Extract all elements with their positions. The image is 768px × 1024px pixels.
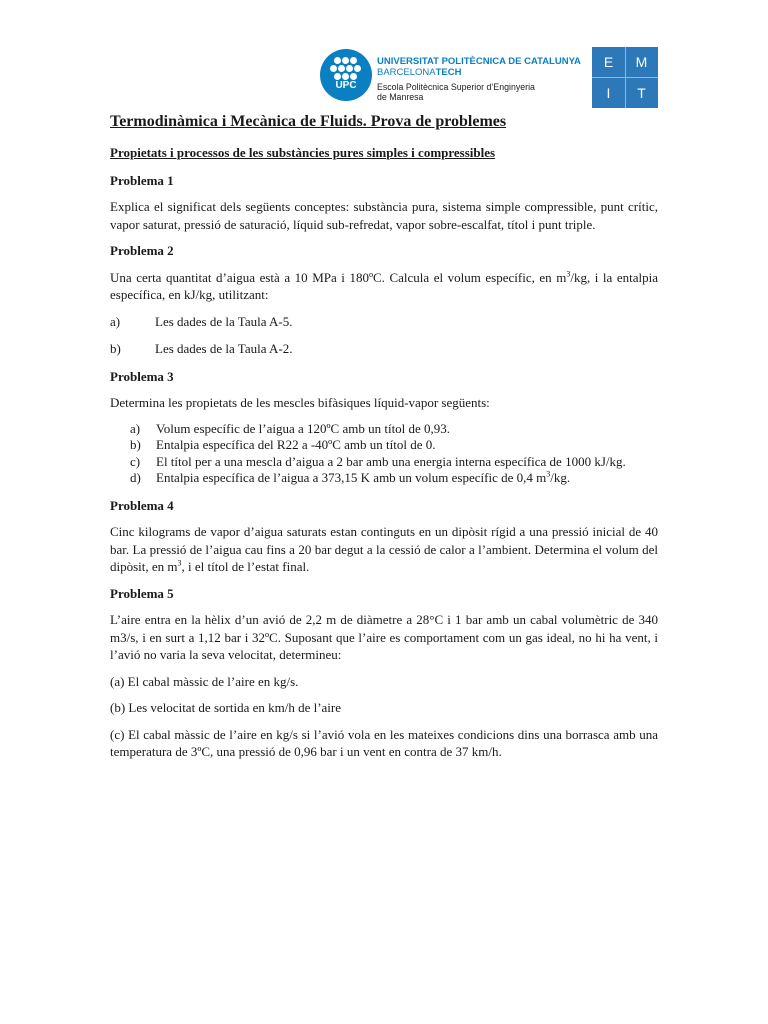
problem-3-list	[110, 421, 658, 487]
school-name-line1: Escola Politècnica Superior d’Enginyeria	[377, 82, 535, 92]
problem-5-title: Problema 5	[110, 585, 174, 601]
list-item: a) Volum específic de l’aigua a 120ºC amb un títol de 0,93.	[130, 420, 451, 436]
emit-letter-e: E	[603, 54, 614, 70]
problem-2-text: Una certa quantitat d’aigua està a 10 MPa i 180ºC. Calcula el volum específic, en $m^3/kg$, i la entalpia específica, en kJ/kg, utilitzant:	[110, 269, 658, 302]
document-body	[110, 112, 658, 770]
document-title: Termodinàmica i Mecànica de Fluids. Prova de problemes	[110, 113, 507, 130]
emit-letter-i: I	[606, 85, 611, 101]
list-item: c) El títol per a una mescla d’aigua a 2 bar amb una energia interna específica de 1000 kJ/kg.	[130, 453, 626, 469]
problem-1-title: Problema 1	[110, 172, 174, 188]
problem-3-title: Problema 3	[110, 368, 174, 384]
university-name	[377, 56, 581, 78]
list-item: d) Entalpia específica de l’aigua a 373,15 K amb un volum específic de 0,4 $m^3/kg$.	[130, 469, 571, 485]
problem-1-text: Explica el significat dels següents conceptes: substància pura, sistema simple compressible, punt crític, vapor saturat, pressió de saturació, líquid sub-refredat, vapor sobre-escalfat, títol i punt triple.	[110, 199, 658, 232]
school-name-line2: de Manresa	[377, 92, 424, 102]
university-name-line2: BARCELONATECH	[377, 67, 462, 78]
upc-logo	[320, 49, 372, 101]
problem-2-option-b: b) Les dades de la Taula A-2.	[110, 341, 293, 356]
university-name-line1: UNIVERSITAT POLITÈCNICA DE CATALUNYA	[377, 56, 581, 67]
document-subtitle: Propietats i processos de les substàncies pures simples i compressibles	[110, 145, 496, 160]
emit-logo	[592, 47, 658, 108]
problem-5-part-c: (c) El cabal màssic de l’aire en kg/s si l’avió vola en les mateixes condicions dins una borrasca amb una temperatura de 3ºC, una pressió de 0,96 bar i un vent en contra de 37 km/h.	[110, 726, 658, 759]
problem-4-text: Cinc kilograms de vapor d’aigua saturats estan continguts en un dipòsit rígid a una pressió inicial de 40 bar. La pressió de l’aigua cau fins a 20 bar degut a la cessió de calor a l’ambient. Determina el volum del dipòsit, en $m^3$, i el títol de l’estat final.	[110, 524, 658, 574]
emit-letter-t: T	[637, 85, 646, 101]
problem-2-title: Problema 2	[110, 243, 174, 258]
problem-2-option-a: a) Les dades de la Taula A-5.	[110, 313, 293, 329]
problem-5-part-b: (b) Les velocitat de sortida en km/h de l’aire	[110, 700, 342, 715]
problem-5-text: L’aire entra en la hèlix d’un avió de 2,2 m de diàmetre a 28°C i 1 bar amb un cabal volumètric de 340 m3/s, i en surt a 1,12 bar i 32ºC. Suposant que l’aire es comportament com un gas ideal, no hi ha vent, i l’avió no varia la seva velocitat, determineu:	[110, 612, 658, 662]
emit-letter-m: M	[635, 54, 648, 70]
problem-4-title: Problema 4	[110, 497, 174, 513]
upc-logo-text: UPC	[335, 80, 357, 91]
problem-5-part-a: (a) El cabal màssic de l’aire en kg/s.	[110, 673, 299, 689]
school-name	[377, 82, 535, 102]
list-item: b) Entalpia específica del R22 a -40ºC amb un títol de 0.	[130, 437, 436, 452]
problem-3-text: Determina les propietats de les mescles bifàsiques líquid-vapor següents:	[110, 395, 490, 410]
